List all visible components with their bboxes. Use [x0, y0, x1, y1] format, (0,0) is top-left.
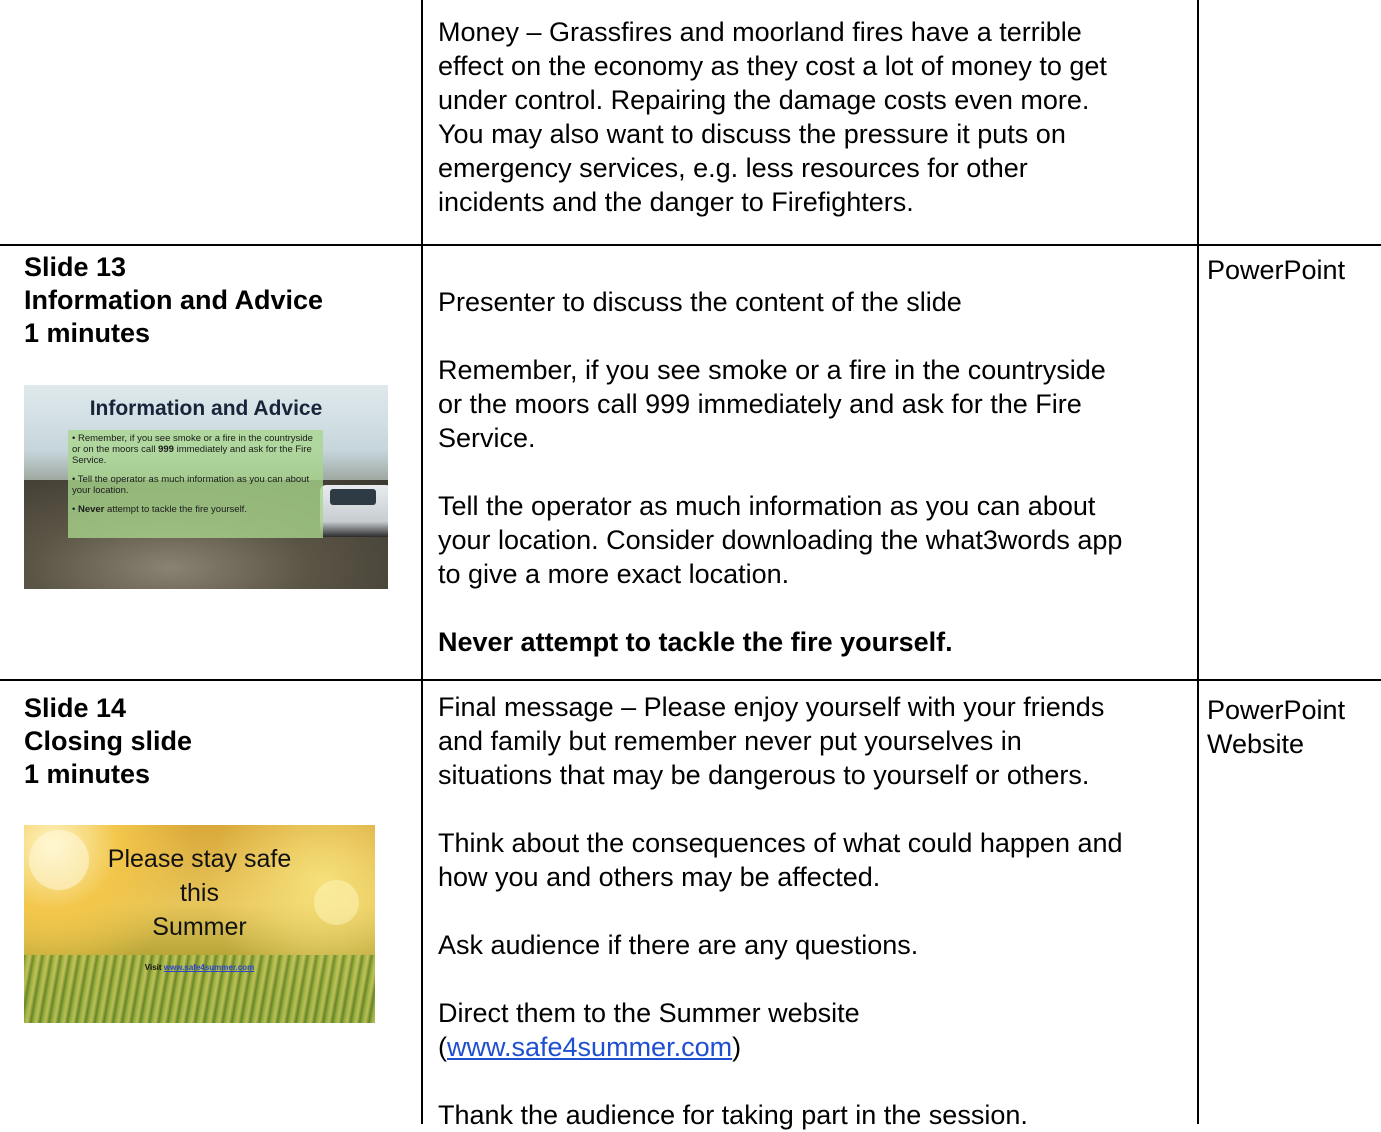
notes-line: emergency services, e.g. less resources for other	[438, 153, 1028, 183]
slide13-notes	[438, 285, 1188, 659]
slide-number: Slide 13	[24, 252, 127, 282]
notes-line: You may also want to discuss the pressure it puts on	[438, 119, 1066, 149]
slide-title: Closing slide	[24, 726, 193, 756]
fire-vehicle-window	[330, 489, 376, 505]
slide14-notes	[438, 690, 1188, 1132]
thumb-line: Summer	[152, 913, 247, 941]
slide14-resources	[1207, 693, 1377, 761]
money-notes	[438, 15, 1188, 219]
notes-paragraph: Direct them to the Summer website (www.safe4summer.com)	[438, 998, 860, 1062]
notes-line: incidents and the danger to Firefighters.	[438, 187, 914, 217]
notes-warning: Never attempt to tackle the fire yourself.	[438, 627, 953, 657]
row-divider	[0, 244, 1381, 246]
slide-title: Information and Advice	[24, 285, 324, 315]
notes-line: Money – Grassfires and moorland fires have a terrible	[438, 17, 1082, 47]
thumb-line: Please stay safe	[107, 845, 292, 873]
slide14-heading	[24, 692, 414, 791]
notes-line: effect on the economy as they cost a lot of money to get	[438, 51, 1107, 81]
notes-paragraph: Presenter to discuss the content of the slide	[438, 287, 962, 317]
notes-line: under control. Repairing the damage costs even more.	[438, 85, 1090, 115]
thumb-visit-link: www.safe4summer.com	[163, 963, 255, 972]
thumb-bullet: • Never attempt to tackle the fire yourself.	[72, 504, 247, 515]
thumb-visit: Visit www.safe4summer.com	[144, 963, 255, 972]
slide13-heading	[24, 251, 414, 350]
column-divider	[1197, 0, 1199, 1124]
column-divider	[421, 0, 423, 1124]
thumb-title: Information and Advice	[89, 397, 323, 420]
notes-paragraph: Thank the audience for taking part in the session.	[438, 1100, 1028, 1130]
slide14-thumbnail	[24, 825, 375, 1023]
notes-paragraph: Remember, if you see smoke or a fire in the countryside or the moors call 999 immediately and ask for the Fire Service.	[438, 355, 1106, 453]
slide13-thumbnail	[24, 385, 388, 589]
resource-item: PowerPoint	[1207, 695, 1346, 725]
resource-item: PowerPoint	[1207, 255, 1346, 285]
notes-paragraph: Tell the operator as much information as you can about your location. Consider downloading the what3words app to give a more exact location.	[438, 491, 1123, 589]
resource-item: Website	[1207, 729, 1305, 759]
notes-paragraph: Ask audience if there are any questions.	[438, 930, 919, 960]
thumb-line: this	[180, 879, 219, 907]
slide-duration: 1 minutes	[24, 759, 151, 789]
row-divider	[0, 679, 1381, 681]
thumb-bullet: • Remember, if you see smoke or a fire in the countryside or on the moors call 999 immediately and ask for the Fire Service.	[72, 433, 313, 466]
slide13-resources	[1207, 253, 1377, 287]
notes-paragraph: Think about the consequences of what could happen and how you and others may be affected.	[438, 828, 1123, 892]
thumb-bullet: • Tell the operator as much information as you can about your location.	[72, 474, 310, 496]
notes-paragraph: Final message – Please enjoy yourself with your friends and family but remember never put yourselves in situations that may be dangerous to yourself or others.	[438, 692, 1105, 790]
thumb-bullets	[72, 433, 322, 523]
slide-duration: 1 minutes	[24, 318, 151, 348]
website-link[interactable]: www.safe4summer.com	[447, 1032, 733, 1062]
slide-number: Slide 14	[24, 693, 127, 723]
